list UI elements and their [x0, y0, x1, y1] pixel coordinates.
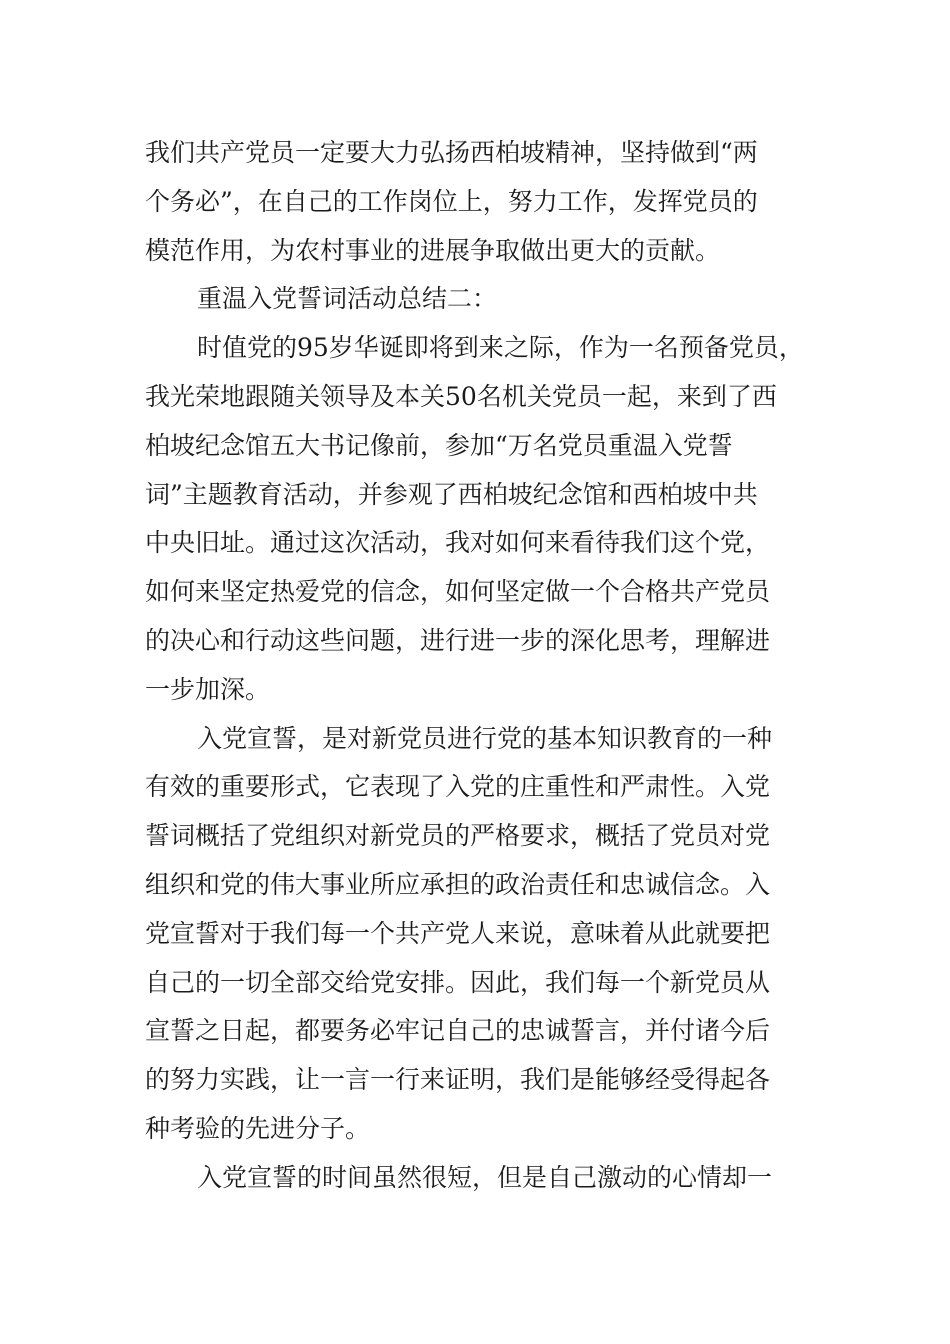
- text-line: 入党宣誓，是对新党员进行党的基本知识教育的一种: [197, 723, 773, 753]
- text-line: 有效的重要形式，它表现了入党的庄重性和严肃性。入党: [145, 772, 771, 802]
- text-line: 模范作用，为农村事业的进展争取做出更大的贡献。: [145, 235, 721, 265]
- text-line: 宣誓之日起，都要务必牢记自己的忠诚誓言，并付诸今后: [145, 1016, 771, 1046]
- text-line: 柏坡纪念馆五大书记像前，参加“万名党员重温入党誓: [145, 430, 733, 460]
- text-line: 我们共产党员一定要大力弘扬西柏坡精神，坚持做到“两: [145, 138, 758, 167]
- document-body: [145, 129, 810, 1203]
- text-line: 的决心和行动这些问题，进行进一步的深化思考，理解进: [145, 625, 771, 655]
- text-line: 中央旧址。通过这次活动，我对如何来看待我们这个党，: [145, 528, 771, 558]
- text-line: 党宣誓对于我们每一个共产党人来说，意味着从此就要把: [145, 918, 771, 948]
- text-line: 自己的一切全部交给党安排。因此，我们每一个新党员从: [145, 967, 771, 997]
- text-line: 一步加深。: [145, 674, 271, 704]
- text-line: 组织和党的伟大事业所应承担的政治责任和忠诚信念。入: [145, 869, 771, 899]
- text-line: 入党宣誓的时间虽然很短，但是自己激动的心情却一: [197, 1162, 773, 1192]
- text-line: 时值党的95岁华诞即将到来之际，作为一名预备党员，: [197, 333, 804, 363]
- text-line: 的努力实践，让一言一行来证明，我们是能够经受得起各: [145, 1065, 771, 1095]
- text-line: 我光荣地跟随关领导及本关50名机关党员一起，来到了西: [145, 381, 777, 411]
- text-line: 种考验的先进分子。: [145, 1113, 371, 1143]
- section-heading: 重温入党誓词活动总结二：: [197, 284, 498, 314]
- text-line: 个务必”，在自己的工作岗位上，努力工作，发挥党员的: [145, 186, 758, 216]
- text-line: 誓词概括了党组织对新党员的严格要求，概括了党员对党: [145, 821, 771, 851]
- text-line: 词”主题教育活动，并参观了西柏坡纪念馆和西柏坡中共: [145, 479, 758, 509]
- text-line: 如何来坚定热爱党的信念，如何坚定做一个合格共产党员: [145, 577, 771, 607]
